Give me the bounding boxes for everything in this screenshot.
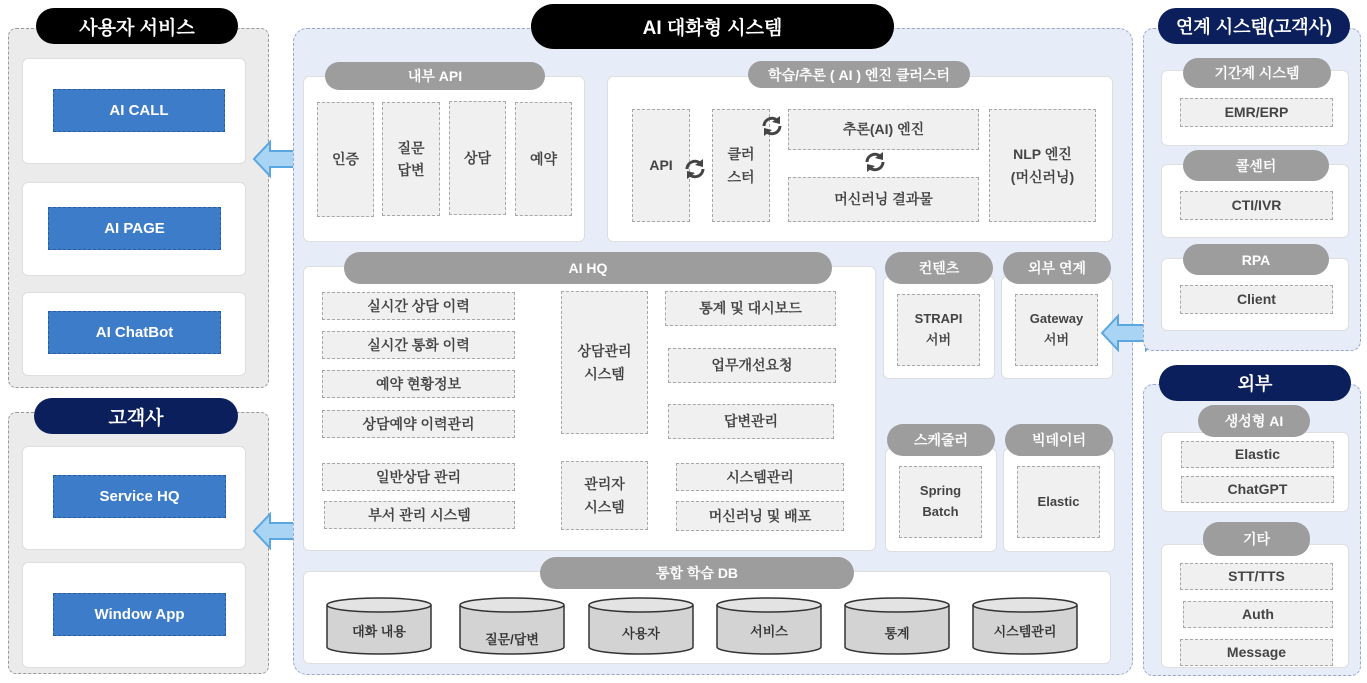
ml-deploy[interactable]: 머신러닝 및 배포 [676,501,844,531]
db-item-label: 통계 [884,626,910,641]
core-system-title: 기간계 시스템 [1183,58,1331,88]
db-item-label: 질문/답변 [485,632,539,647]
nlp-engine-box[interactable]: NLP 엔진 (머신러닝) [989,109,1096,222]
database-cylinder-icon [972,597,1078,655]
department-mgmt-system[interactable]: 부서 관리 시스템 [324,501,515,529]
linked-systems-title: 연계 시스템(고객사) [1158,8,1350,44]
rpa-client-box[interactable]: Client [1180,285,1333,314]
chatgpt-box[interactable]: ChatGPT [1181,476,1334,503]
engine-cluster-title: 학습/추론 ( AI ) 엔진 클러스터 [748,61,970,88]
database-cylinder-icon [459,597,565,655]
internal-api-title: 내부 API [325,62,545,90]
ai-system-title: AI 대화형 시스템 [531,4,894,49]
sync-icon [682,156,708,182]
api-auth-box[interactable]: 인증 [317,102,374,217]
api-reservation-box[interactable]: 예약 [515,102,572,216]
inference-engine-box[interactable]: 추론(AI) 엔진 [788,109,979,150]
database-cylinder-icon [716,597,822,655]
user-services-title: 사용자 서비스 [36,8,238,44]
work-improvement-request[interactable]: 업무개선요청 [668,348,836,383]
database-cylinder-icon [588,597,694,655]
db-item-label: 시스템관리 [993,624,1057,639]
gateway-server-box[interactable]: Gateway 서버 [1015,294,1098,366]
realtime-counsel-history[interactable]: 실시간 상담 이력 [322,292,515,320]
customer-title: 고객사 [34,398,238,434]
answer-mgmt[interactable]: 답변관리 [668,404,834,439]
ai-chatbot-button[interactable]: AI ChatBot [48,311,221,354]
system-mgmt[interactable]: 시스템관리 [676,463,844,491]
general-counsel-mgmt[interactable]: 일반상담 관리 [322,463,515,491]
elastic-external-box[interactable]: Elastic [1181,441,1334,468]
strapi-server-box[interactable]: STRAPI 서버 [897,294,980,366]
emr-erp-box[interactable]: EMR/ERP [1180,98,1333,127]
service-hq-button[interactable]: Service HQ [53,475,226,518]
ai-hq-title: AI HQ [344,252,832,284]
realtime-call-history[interactable]: 실시간 통화 이력 [322,331,515,359]
counsel-mgmt-system[interactable]: 상담관리 시스템 [561,291,648,434]
api-counsel-box[interactable]: 상담 [449,101,506,215]
db-item-label: 서비스 [750,624,788,639]
external-title: 외부 [1159,365,1351,401]
stats-dashboard[interactable]: 통계 및 대시보드 [665,291,836,326]
auth-box[interactable]: Auth [1183,601,1333,628]
spring-batch-box[interactable]: Spring Batch [899,466,982,538]
window-app-button[interactable]: Window App [53,593,226,636]
counsel-reservation-history[interactable]: 상담예약 이력관리 [322,410,515,438]
engine-api-box[interactable]: API [632,109,690,222]
ai-page-button[interactable]: AI PAGE [48,207,221,250]
rpa-title: RPA [1183,244,1329,275]
engine-cluster-box[interactable]: 클러 스터 [712,109,770,222]
callcenter-title: 콜센터 [1183,150,1329,181]
ml-result-box[interactable]: 머신러닝 결과물 [788,177,979,222]
db-title: 통합 학습 DB [540,557,854,589]
database-cylinder-icon [326,597,432,655]
stt-tts-box[interactable]: STT/TTS [1180,563,1333,590]
external-link-title: 외부 연계 [1003,252,1111,284]
admin-system[interactable]: 관리자 시스템 [561,461,648,530]
contents-title: 컨텐츠 [885,252,993,284]
api-qa-box[interactable]: 질문 답변 [382,102,440,216]
elastic-bigdata-box[interactable]: Elastic [1017,466,1100,538]
db-item-label: 사용자 [622,626,660,641]
sync-icon [862,149,888,175]
scheduler-title: 스케줄러 [887,424,995,456]
db-item-label: 대화 내용 [352,624,406,639]
database-cylinder-icon [844,597,950,655]
reservation-status[interactable]: 예약 현황정보 [322,370,515,398]
sync-icon [759,113,785,139]
cti-ivr-box[interactable]: CTI/IVR [1180,191,1333,220]
message-box[interactable]: Message [1180,639,1333,666]
generative-ai-title: 생성형 AI [1198,405,1310,437]
bigdata-title: 빅데이터 [1005,424,1113,456]
others-title: 기타 [1203,522,1310,556]
ai-call-button[interactable]: AI CALL [53,89,225,132]
